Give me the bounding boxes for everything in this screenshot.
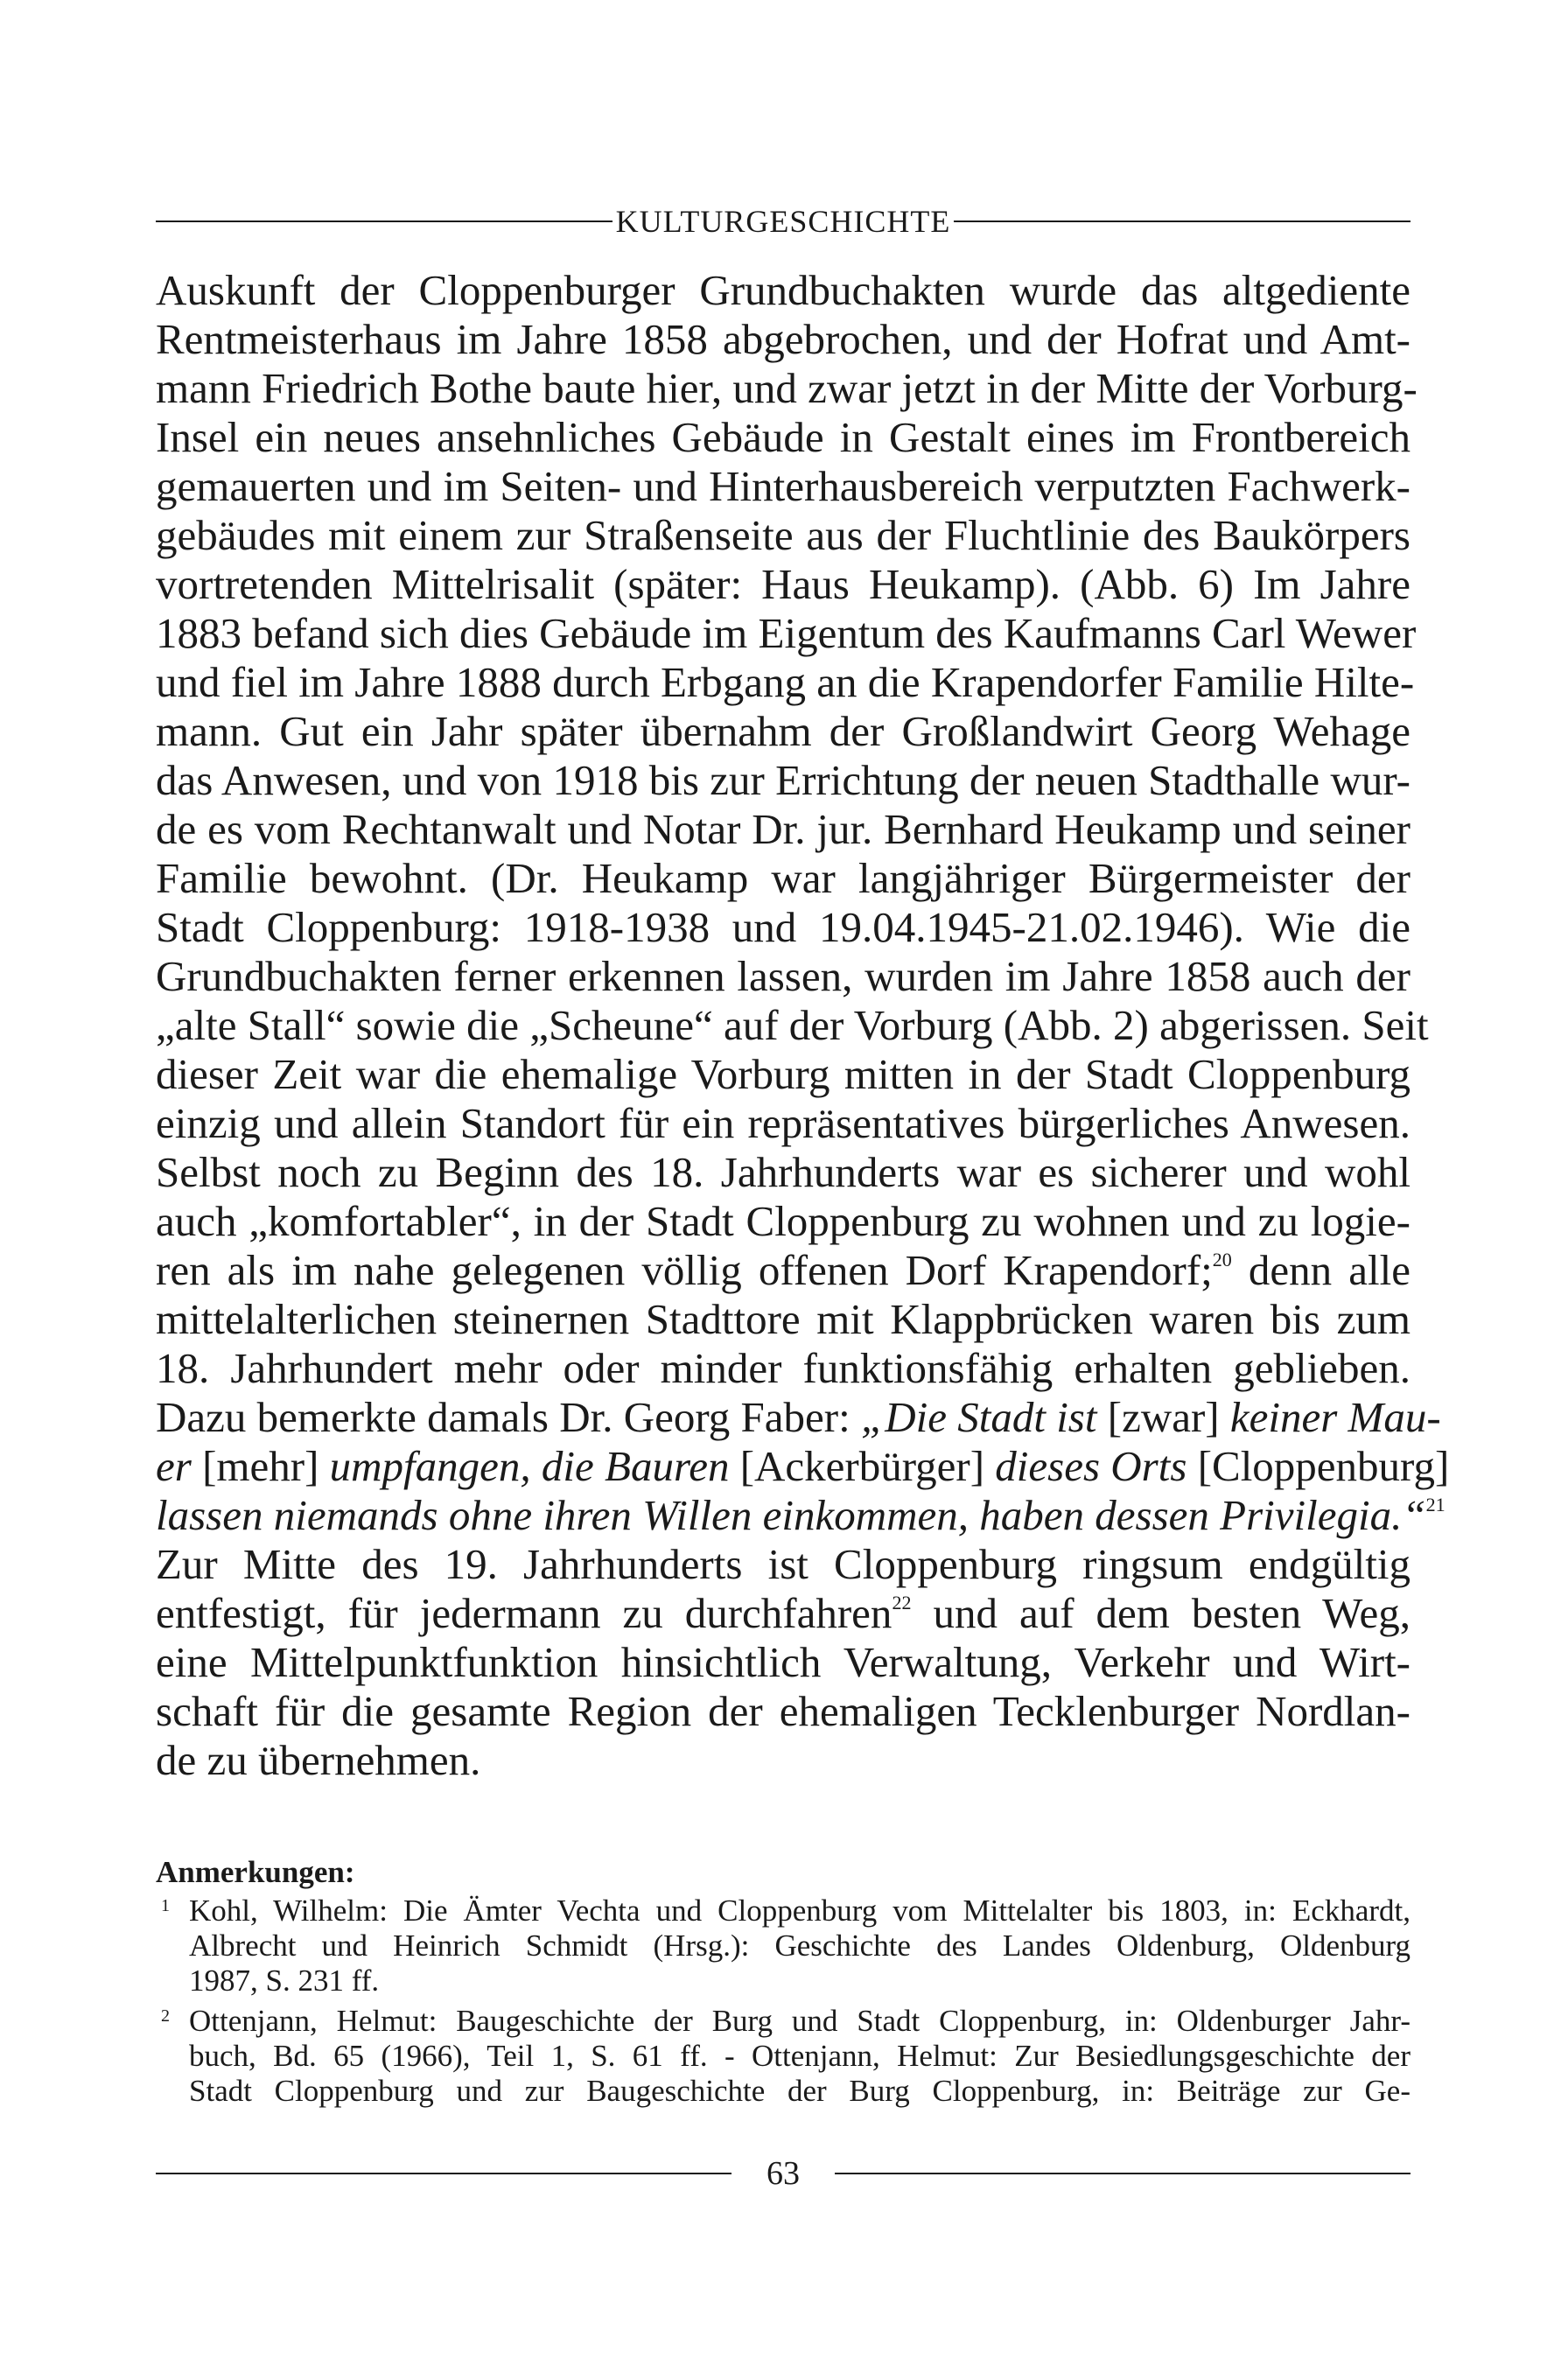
running-header: [156, 200, 1410, 243]
footnote-line: 1987, S. 231 ff.: [189, 1964, 380, 1998]
body-line: Grundbuchakten ferner erkennen lassen, wurden im Jahre 1858 auch der: [156, 952, 1410, 1000]
body-line: das Anwesen, und von 1918 bis zur Errichtung der neuen Stadthalle wur-: [156, 756, 1410, 804]
running-title: KULTURGESCHICHTE: [615, 204, 951, 239]
footnote-line: buch, Bd. 65 (1966), Teil 1, S. 61 ff. - Ottenjann, Helmut: Zur Besiedlungsgeschichte der: [189, 2039, 1410, 2073]
footnote-line: Albrecht und Heinrich Schmidt (Hrsg.): Geschichte des Landes Oldenburg, Oldenburg: [189, 1928, 1410, 1963]
body-line: schaft für die gesamte Region der ehemaligen Tecklenburger Nordlan-: [156, 1687, 1410, 1735]
body-line: Stadt Cloppenburg: 1918-1938 und 19.04.1945-21.02.1946). Wie die: [156, 903, 1410, 951]
footnote-line: Stadt Cloppenburg und zur Baugeschichte der Burg Cloppenburg, in: Beiträge zur Ge-: [189, 2074, 1410, 2108]
body-line: einzig und allein Standort für ein repräsentatives bürgerliches Anwesen.: [156, 1099, 1410, 1147]
footnote-line: Kohl, Wilhelm: Die Ämter Vechta und Cloppenburg vom Mittelalter bis 1803, in: Eckhardt,: [189, 1894, 1410, 1928]
body-line: Familie bewohnt. (Dr. Heukamp war langjähriger Bürgermeister der: [156, 854, 1410, 902]
body-line: lassen niemands ohne ihren Willen einkommen, haben dessen Privilegia.“$^{21}$: [156, 1491, 1446, 1539]
body-line: vortretenden Mittelrisalit (später: Haus Heukamp). (Abb. 6) Im Jahre: [156, 560, 1410, 608]
footer-rule-right: [835, 2173, 1410, 2174]
footnote-number: 2: [161, 2006, 170, 2026]
body-line: de zu übernehmen.: [156, 1736, 481, 1784]
body-text: [156, 266, 1450, 1785]
body-line: er [mehr] umpfangen, die Bauren [Ackerbürger] dieses Orts [Cloppenburg]: [156, 1442, 1450, 1490]
body-line: entfestigt, für jedermann zu durchfahren$^{22}$ und auf dem besten Weg,: [156, 1589, 1410, 1637]
body-line: eine Mittelpunktfunktion hinsichtlich Verwaltung, Verkehr und Wirt-: [156, 1638, 1410, 1686]
body-line: auch „komfortabler“, in der Stadt Cloppenburg zu wohnen und zu logie-: [156, 1197, 1410, 1245]
body-line: Rentmeisterhaus im Jahre 1858 abgebrochen, und der Hofrat und Amt-: [156, 315, 1410, 363]
header-rule-left: [156, 220, 612, 222]
body-line: Auskunft der Cloppenburger Grundbuchakten wurde das altgediente: [156, 266, 1410, 314]
body-line: gemauerten und im Seiten- und Hinterhausbereich verputzten Fachwerk-: [156, 462, 1410, 510]
footnote-number: 1: [161, 1896, 170, 1915]
body-line: 1883 befand sich dies Gebäude im Eigentum des Kaufmanns Carl Wewer: [156, 609, 1417, 657]
body-line: Zur Mitte des 19. Jahrhunderts ist Cloppenburg ringsum endgültig: [156, 1540, 1410, 1588]
body-line: Selbst noch zu Beginn des 18. Jahrhunderts war es sicherer und wohl: [156, 1148, 1410, 1196]
body-line: Insel ein neues ansehnliches Gebäude in Gestalt eines im Frontbereich: [156, 413, 1410, 461]
footnote-item: [156, 1894, 1410, 1998]
body-line: ren als im nahe gelegenen völlig offenen Dorf Krapendorf;$^{20}$ denn alle: [156, 1246, 1411, 1294]
footnote-ref-22: 22: [892, 1592, 912, 1614]
footnote-ref-21: 21: [1425, 1494, 1446, 1516]
page-footer: [156, 2154, 1410, 2193]
notes-section: [156, 1855, 1410, 2114]
body-line: Dazu bemerkte damals Dr. Georg Faber: „Die Stadt ist [zwar] keiner Mau-: [156, 1393, 1441, 1441]
body-line: dieser Zeit war die ehemalige Vorburg mitten in der Stadt Cloppenburg: [156, 1050, 1410, 1098]
page-number: 63: [766, 2155, 800, 2192]
body-line: gebäudes mit einem zur Straßenseite aus der Fluchtlinie des Baukörpers: [156, 511, 1410, 559]
body-line: und fiel im Jahre 1888 durch Erbgang an die Krapendorfer Familie Hilte-: [156, 658, 1415, 706]
footer-rule-left: [156, 2173, 732, 2174]
header-rule-right: [954, 220, 1410, 222]
body-line: „alte Stall“ sowie die „Scheune“ auf der Vorburg (Abb. 2) abgerissen. Seit: [156, 1001, 1429, 1049]
notes-heading: Anmerkungen:: [156, 1855, 355, 1889]
footnote-line: Ottenjann, Helmut: Baugeschichte der Burg und Stadt Cloppenburg, in: Oldenburger Jahr-: [189, 2004, 1410, 2038]
body-line: mann. Gut ein Jahr später übernahm der Großlandwirt Georg Wehage: [156, 707, 1410, 755]
footnote-ref-20: 20: [1212, 1249, 1232, 1271]
body-line: mann Friedrich Bothe baute hier, und zwar jetzt in der Mitte der Vorburg-: [156, 364, 1418, 412]
footnote-item: [156, 2004, 1410, 2109]
body-line: de es vom Rechtanwalt und Notar Dr. jur. Bernhard Heukamp und seiner: [156, 805, 1410, 853]
body-line: mittelalterlichen steinernen Stadttore mit Klappbrücken waren bis zum: [156, 1295, 1410, 1343]
body-line: 18. Jahrhundert mehr oder minder funktionsfähig erhalten geblieben.: [156, 1344, 1410, 1392]
